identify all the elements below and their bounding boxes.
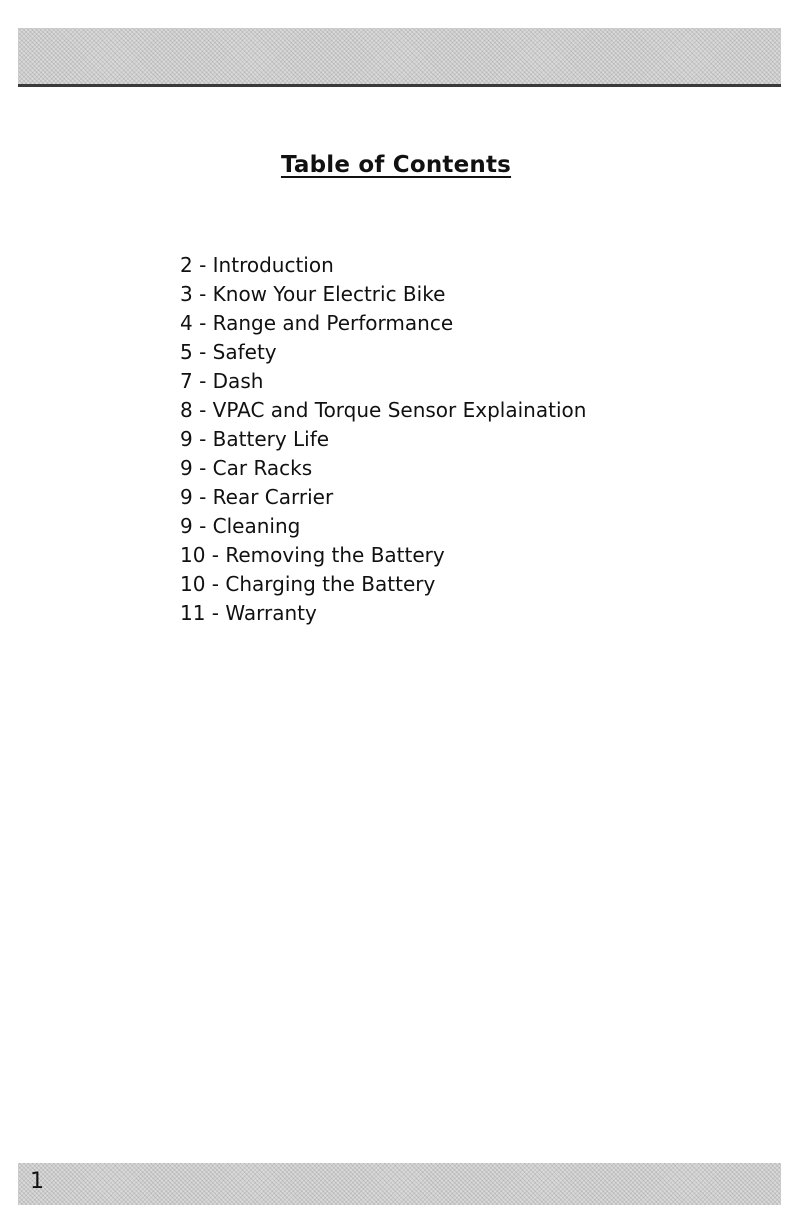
table-of-contents	[180, 251, 586, 628]
toc-entry-removing-battery: 10 - Removing the Battery	[180, 543, 445, 567]
page-title: Table of Contents	[280, 152, 512, 178]
toc-entry-know-your-electric-bike: 3 - Know Your Electric Bike	[180, 282, 446, 306]
page-number: 1	[30, 1169, 44, 1194]
toc-entry-range-and-performance: 4 - Range and Performance	[180, 311, 454, 335]
toc-entry-battery-life: 9 - Battery Life	[180, 427, 330, 451]
toc-entry-vpac-torque-sensor: 8 - VPAC and Torque Sensor Explaination	[180, 398, 587, 422]
toc-entry-charging-battery: 10 - Charging the Battery	[180, 572, 436, 596]
footer-band	[18, 1163, 781, 1205]
toc-entry-rear-carrier: 9 - Rear Carrier	[180, 485, 334, 509]
toc-entry-cleaning: 9 - Cleaning	[180, 514, 301, 538]
toc-entry-introduction: 2 - Introduction	[180, 253, 334, 277]
toc-entry-dash: 7 - Dash	[180, 369, 264, 393]
toc-entry-car-racks: 9 - Car Racks	[180, 456, 313, 480]
toc-entry-safety: 5 - Safety	[180, 340, 277, 364]
header-band	[18, 28, 781, 87]
toc-entry-warranty: 11 - Warranty	[180, 601, 317, 625]
